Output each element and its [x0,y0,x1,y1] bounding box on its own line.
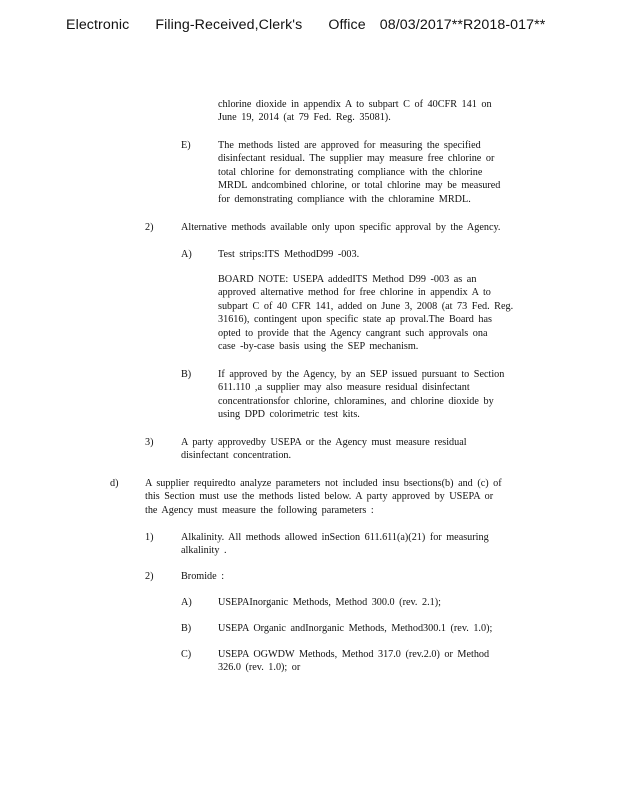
filing-header [66,17,545,33]
item-label-d1: 1) [145,532,154,543]
item-d2-paragraph [181,570,281,583]
text-line: Alkalinity. All methods allowed inSection 611.611(a)(21) for measuring [181,532,489,543]
text-line: opted to provide that the Agency cangrant such approvals ona [218,327,488,339]
text-line: for demonstrating compliance with the chloramine MRDL. [218,193,471,205]
text-line: USEPAInorganic Methods, Method 300.0 (rev. 2.1); [218,597,441,608]
text-line: case -by-case basis using the SEP mechanism. [218,341,419,353]
text-line: total chlorine for demonstrating compliance with the chlorine [218,166,483,178]
item-label-2: 2) [145,222,154,233]
item-label-d2a: A) [181,597,192,608]
board-note-paragraph [218,273,530,353]
text-line: A party approvedby USEPA or the Agency must measure residual [181,437,467,448]
item-label-3: 3) [145,437,154,448]
text-line: approved alternative method for free chlorine in appendix A to [218,287,491,299]
text-line: The methods listed are approved for measuring the specified [218,140,481,151]
item-label-d2c: C) [181,649,192,660]
item-label-e: E) [181,140,191,151]
text-line: disinfectant residual. The supplier may measure free chlorine or [218,153,495,165]
text-line: 31616), contingent upon specific state ap proval.The Board has [218,314,493,326]
text-line: MRDL andcombined chlorine, or total chlorine may be measured [218,180,501,192]
item-d1-paragraph [181,531,526,558]
item-d2a-paragraph [218,596,518,609]
text-line: If approved by the Agency, by an SEP issued pursuant to Section [218,369,505,380]
header-electronic: Electronic [66,17,130,33]
text-line: this Section must use the methods listed below. A party approved by USEPA or [145,491,494,503]
text-line: BOARD NOTE: USEPA addedITS Method D99 -003 as an [218,274,477,285]
item-label-d2: 2) [145,571,154,582]
item-label-d: d) [110,478,119,489]
text-line: USEPA Organic andInorganic Methods, Method300.1 (rev. 1.0); [218,623,493,634]
text-line: A supplier requiredto analyze parameters not included insu bsections(b) and (c) of [145,478,502,489]
item-e-paragraph [218,139,528,206]
text-line: USEPA OGWDW Methods, Method 317.0 (rev.2.0) or Method [218,649,490,660]
item-2-paragraph [181,221,533,234]
text-line: Alternative methods available only upon specific approval by the Agency. [181,222,501,233]
text-line: using DPD colorimetric test kits. [218,409,360,421]
text-line: subpart C of 40 CFR 141, added on June 3, 2008 (at 73 Fed. Reg. [218,300,514,312]
text-line: June 19, 2014 (at 79 Fed. Reg. 35081). [218,112,391,124]
item-d-paragraph [145,477,537,517]
continuation-paragraph [218,98,518,125]
item-d2b-paragraph [218,622,538,635]
text-line: the Agency must measure the following parameters : [145,504,374,516]
text-line: Test strips:ITS MethodD99 -003. [218,249,360,260]
text-line: concentrationsfor chlorine, chloramines, and chlorine dioxide by [218,395,494,407]
item-label-d2b: B) [181,623,192,634]
text-line: disinfectant concentration. [181,450,292,462]
header-date-docket: 08/03/2017**R2018-017** [379,17,546,33]
item-2a-paragraph [218,248,418,261]
header-filing-received: Filing-Received,Clerk's [155,17,303,33]
text-line: Bromide : [181,571,225,582]
text-line: 326.0 (rev. 1.0); or [218,662,301,674]
item-label-2a: A) [181,249,192,260]
item-3-paragraph [181,436,501,463]
text-line: 611.110 ,a supplier may also measure residual disinfectant [218,382,470,394]
text-line: chlorine dioxide in appendix A to subpart C of 40CFR 141 on [218,99,492,110]
item-2b-paragraph [218,368,530,422]
item-d2c-paragraph [218,648,528,675]
header-office: Office [328,17,366,33]
item-label-2b: B) [181,369,192,380]
text-line: alkalinity . [181,545,227,557]
